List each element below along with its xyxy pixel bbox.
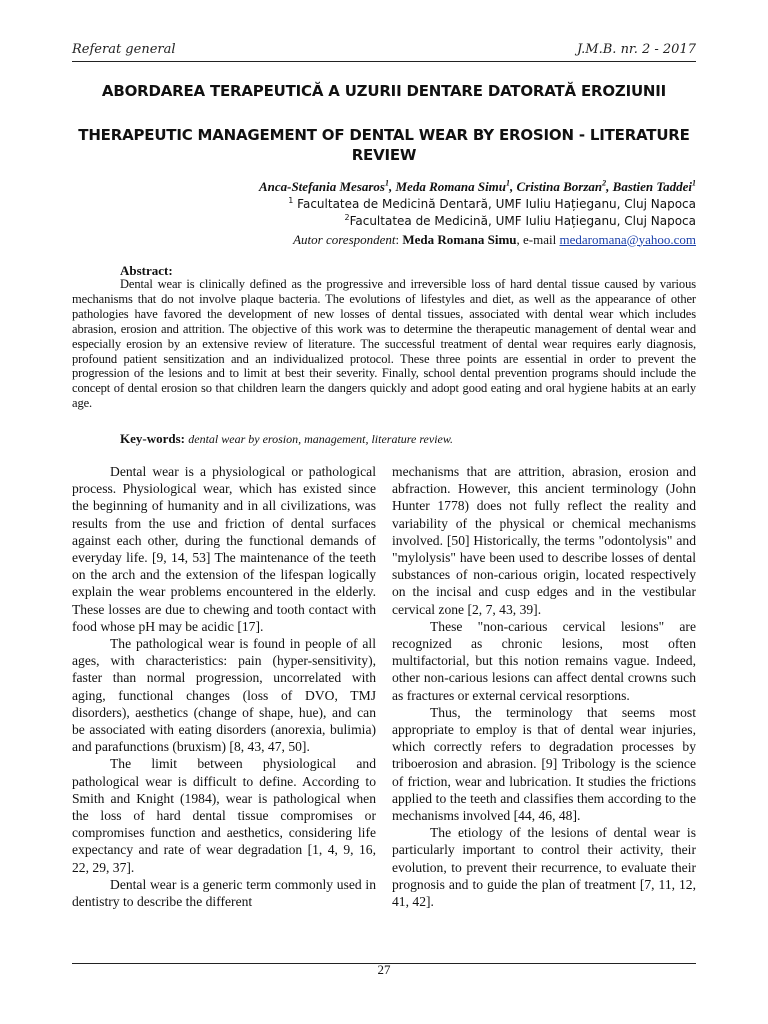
abstract-text: Dental wear is clinically defined as the progressive and irreversible loss of hard dental tissue caused by various mechanisms that do not involve plaque bacteria. The evolutions of lifestyles and diet, as well as the appearance of other pathologies have favored the development of new losses of dental tissues, associated with dental wear which includes abrasion, erosion and attrition. The objective of this work was to determine the therapeutic management of dental wear and especially erosion by an extensive review of literature. The successful treatment of dental wear requires early diagnosis, profound patient sensitization and an individualized protocol. These three points are essential in order to prevent the progression of the lesions and to limit at best their severity. Finally, school dental prevention programs should include the concept of dental erosion so that children learn the dangers quickly and adopt good eating and oral hygiene habits at an early age. bbox=[72, 277, 696, 411]
body-column-left bbox=[72, 463, 376, 910]
author-name: Meda Romana Simu bbox=[395, 179, 507, 194]
keywords-label: Key-words: bbox=[120, 431, 185, 446]
body-column-right bbox=[392, 463, 696, 910]
author-names: Anca-Stefania Mesaros$^1$, Meda Romana Simu$^1$, Cristina Borzan$^2$, Bastien Taddei$^1$ bbox=[258, 178, 696, 194]
title-english: THERAPEUTIC MANAGEMENT OF DENTAL WEAR BY EROSION - LITERATURE REVIEW bbox=[78, 126, 690, 164]
corresponding-author: Autor corespondent: Meda Romana Simu, e-mail medaromana@yahoo.com bbox=[293, 231, 696, 247]
affiliation-number: 1 bbox=[288, 195, 294, 205]
author-affiliation-mark: 1 bbox=[692, 178, 696, 188]
body-paragraph: The limit between physiological and pathological wear is difficult to define. According to Smith and Knight (1984), wear is pathological when the loss of hard dental tissue compromises or compromises function and aesthetics, considering life expectancy and rate of wear degradation [1, 4, 9, 16, 22, 29, 37]. bbox=[72, 756, 376, 875]
author-name: Cristina Borzan bbox=[516, 179, 603, 194]
running-header bbox=[72, 42, 696, 62]
corresponding-name: Meda Romana Simu bbox=[402, 231, 517, 247]
affiliation-line bbox=[259, 213, 696, 231]
header-rule bbox=[72, 61, 696, 62]
body-paragraph: mechanisms that are attrition, abrasion, erosion and abfraction. However, this ancient terminology (John Hunter 1778) does not fully reflect the reality and variability of the physical or chemical mechanisms involved. [50] Historically, the terms "odontolysis" and "mylolysis" have been used to describe losses of dental substances of non-carious origin, located respectively on the incisal and cusp edges and in the vestibular cervical zone [2, 7, 43, 39]. bbox=[392, 464, 696, 617]
affiliation-text: Facultatea de Medicină, UMF Iuliu Hațieganu, Cluj Napoca bbox=[349, 214, 696, 228]
author-affiliation-mark: 1 bbox=[506, 178, 511, 188]
body-paragraph: Dental wear is a physiological or pathological process. Physiological wear, which has existed since the beginning of humanity and in all civilizations, was results from the use and friction of dental surfaces against each other, during the functional demands of everyday life. [9, 14, 53] The maintenance of the teeth on the arch and the extension of the lifespan logically explain the wear problems encountered in the elderly. These losses are due to chewing and tooth contact with food whose pH may be acidic [17]. bbox=[72, 464, 376, 634]
page-number: 27 bbox=[377, 962, 391, 977]
author-name: Anca-Stefania Mesaros bbox=[258, 179, 385, 194]
affiliation-number: 2 bbox=[344, 213, 350, 222]
author-name: Bastien Taddei bbox=[612, 179, 692, 194]
authors-block bbox=[259, 178, 696, 248]
section-label: Referat general bbox=[72, 42, 176, 57]
author-affiliation-mark: 2 bbox=[602, 178, 607, 188]
keywords-text: dental wear by erosion, management, literature review. bbox=[188, 432, 453, 446]
body-paragraph: The pathological wear is found in people of all ages, with characteristics: pain (hyper-sensitivity), faster than normal progression, uncorrelated with aging, functional changes (loss of DVO, TMJ disorders), aesthetics (change of shape, hue), and can be associated with eating disorders (anorexia, bulimia) and parafunctions (bruxism) [8, 43, 47, 50]. bbox=[72, 636, 376, 755]
abstract-heading: Abstract: bbox=[120, 263, 173, 278]
body-paragraph: Dental wear is a generic term commonly used in dentistry to describe the different bbox=[72, 876, 376, 910]
body-paragraph: Thus, the terminology that seems most appropriate to employ is that of dental wear injuries, which correctly refers to degradation processes by triboerosion and abrasion. [9] Tribology is the science of friction, wear and lubrication. It studies the frictions applied to the teeth and classifies them according to the mechanisms involved [44, 46, 48]. bbox=[392, 704, 696, 824]
email-link[interactable]: medaromana@yahoo.com bbox=[559, 231, 696, 247]
body-paragraph: The etiology of the lesions of dental wear is particularly important to control their activity, their evolution, to prevent their recurrence, to evaluate their prognosis and to guide the plan of treatment [7, 11, 12, 41, 42]. bbox=[392, 825, 696, 910]
affiliation-line bbox=[259, 196, 696, 214]
author-affiliation-mark: 1 bbox=[385, 178, 389, 188]
keywords bbox=[120, 431, 453, 447]
affiliation-text: Facultatea de Medicină Dentară, UMF Iuliu Hațieganu, Cluj Napoca bbox=[297, 196, 696, 211]
journal-issue: J.M.B. nr. 2 - 2017 bbox=[576, 42, 696, 57]
corresponding-label: Autor corespondent bbox=[293, 231, 396, 247]
body-paragraph: These "non-carious cervical lesions" are recognized as chronic lesions, most often multifactorial, but this notion remains vague. Indeed, other non-carious lesions can affect dental crowns such as fractures or external cervical resorptions. bbox=[392, 618, 696, 703]
title-romanian: ABORDAREA TERAPEUTICĂ A UZURII DENTARE DATORATĂ EROZIUNII bbox=[101, 82, 667, 100]
